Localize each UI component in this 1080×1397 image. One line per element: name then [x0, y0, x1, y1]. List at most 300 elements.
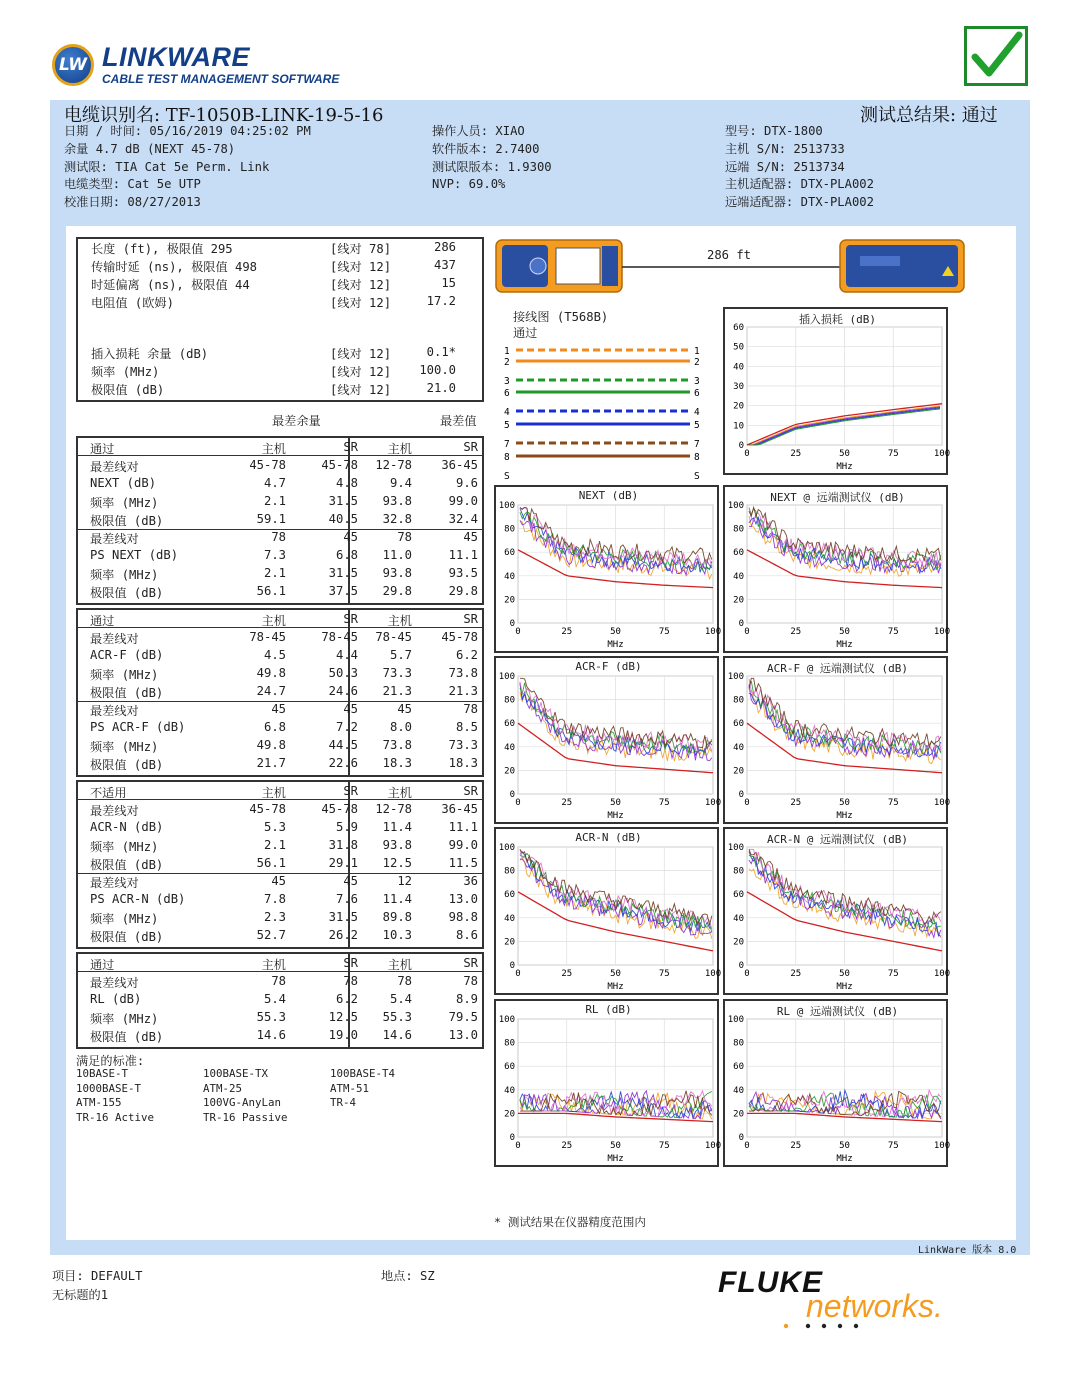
table-cell: 45 — [343, 702, 358, 716]
y-tick-label: 40 — [504, 571, 515, 582]
table-cell: 21.3 — [448, 684, 478, 698]
wiremap-pin-left: 3 — [504, 376, 510, 387]
header-line: 操作人员: XIAO — [432, 124, 525, 138]
summary-label: 电阻值 (欧姆) — [91, 296, 174, 310]
y-tick-label: 20 — [504, 1109, 515, 1120]
x-tick-label: 50 — [839, 969, 850, 979]
table-cell: 6.2 — [455, 648, 478, 662]
standard-item: 100BASE-T4 — [330, 1067, 396, 1080]
summary-pair: [线对 12] — [330, 383, 392, 397]
chart-plot — [725, 487, 951, 651]
worst-value-label: 最差值 — [440, 414, 477, 428]
table-row-label: 极限值 (dB) — [90, 858, 164, 872]
standard-item: ATM-51 — [330, 1081, 370, 1095]
chart-plot — [725, 1001, 951, 1165]
table-cell: 29.8 — [448, 584, 478, 598]
x-tick-label: 0 — [744, 449, 750, 459]
chart-5 — [494, 827, 722, 995]
x-axis-label: MHz — [607, 1154, 624, 1164]
table-header-cell: 通过 — [90, 442, 115, 456]
chart-plot — [496, 1001, 722, 1165]
summary-pair: [线对 12] — [330, 296, 392, 310]
table-row-label: 极限值 (dB) — [90, 514, 164, 528]
x-tick-label: 100 — [933, 627, 951, 637]
wiremap-pin-right: 5 — [694, 420, 700, 431]
table-header-cell: SR — [343, 440, 358, 454]
table-cell: 11.4 — [382, 892, 412, 906]
table-cell: 22.6 — [328, 756, 358, 770]
summary-pair: [线对 12] — [330, 260, 392, 274]
table-cell: 78 — [463, 702, 478, 716]
wiremap-status: 通过 — [513, 326, 538, 340]
x-tick-label: 50 — [610, 1141, 621, 1151]
y-tick-label: 0 — [738, 1133, 744, 1143]
table-cell: 93.8 — [382, 566, 412, 580]
table-row-label: 频率 (MHz) — [90, 840, 159, 854]
header-line: 日期 / 时间: 05/16/2019 04:25:02 PM — [64, 124, 311, 138]
result-table — [76, 436, 484, 605]
table-cell: 12.5 — [382, 856, 412, 870]
table-cell: 5.9 — [335, 820, 358, 834]
table-row-label: 最差线对 — [90, 632, 139, 646]
x-tick-label: 100 — [933, 449, 951, 459]
header-col-3 — [725, 123, 874, 212]
table-cell: 45 — [343, 530, 358, 544]
x-tick-label: 75 — [887, 969, 899, 979]
chart-plot — [725, 309, 951, 473]
y-tick-label: 50 — [733, 342, 744, 353]
table-cell: 18.3 — [382, 756, 412, 770]
table-row-label: RL (dB) — [90, 992, 142, 1006]
chart-title: RL @ 远端测试仪 (dB) — [776, 1005, 899, 1018]
table-cell: 21.3 — [382, 684, 412, 698]
table-cell: 13.0 — [448, 892, 478, 906]
table-cell: 8.9 — [455, 992, 478, 1006]
wiremap-pin-left: 7 — [504, 439, 510, 450]
chart-0 — [723, 307, 951, 475]
table-row-label: 最差线对 — [90, 976, 139, 990]
wiremap-pin-left: S — [504, 471, 510, 482]
cable-length: 286 ft — [707, 248, 752, 262]
table-header-cell: SR — [343, 612, 358, 626]
x-axis-label: MHz — [607, 640, 624, 650]
wiremap-pin-left: 2 — [504, 357, 510, 368]
x-tick-label: 25 — [790, 627, 802, 637]
table-cell: 12.5 — [328, 1010, 358, 1024]
table-cell: 45 — [271, 874, 286, 888]
location-label: 地点: SZ — [381, 1269, 435, 1283]
table-cell: 78-45 — [249, 630, 286, 644]
table-cell: 18.3 — [448, 756, 478, 770]
table-cell: 26.2 — [328, 928, 358, 942]
table-cell: 6.8 — [263, 720, 286, 734]
table-cell: 55.3 — [382, 1010, 412, 1024]
y-tick-label: 80 — [504, 866, 515, 877]
x-axis-label: MHz — [836, 640, 853, 650]
table-header-cell: 不适用 — [90, 786, 127, 800]
table-cell: 99.0 — [448, 494, 478, 508]
x-axis-label: MHz — [836, 1154, 853, 1164]
table-row-label: 最差线对 — [90, 876, 139, 890]
wiremap-title: 接线图 (T568B) — [513, 310, 609, 324]
table-header-cell: 主机 — [387, 442, 412, 456]
y-tick-label: 40 — [733, 1085, 744, 1096]
table-cell: 7.2 — [335, 720, 358, 734]
chart-title: 插入损耗 (dB) — [798, 313, 877, 326]
table-cell: 73.8 — [382, 738, 412, 752]
table-cell: 73.3 — [382, 666, 412, 680]
standard-item: 1000BASE-T — [76, 1081, 142, 1095]
table-cell: 32.8 — [382, 512, 412, 526]
y-tick-label: 80 — [504, 524, 515, 535]
report-title: 无标题的1 — [52, 1288, 109, 1302]
table-row-label: 最差线对 — [90, 460, 139, 474]
wiremap-pin-right: 7 — [694, 439, 700, 450]
chart-plot — [725, 658, 951, 822]
table-header-cell: 主机 — [387, 614, 412, 628]
table-row-label: 极限值 (dB) — [90, 758, 164, 772]
table-cell: 5.4 — [389, 992, 412, 1006]
x-tick-label: 25 — [790, 449, 802, 459]
table-row-label: 最差线对 — [90, 532, 139, 546]
y-tick-label: 60 — [733, 719, 744, 730]
table-row-label: 频率 (MHz) — [90, 740, 159, 754]
table-cell: 12-78 — [375, 458, 412, 472]
x-tick-label: 100 — [704, 1141, 722, 1151]
summary-label: 插入损耗 余量 (dB) — [91, 347, 209, 361]
table-cell: 31.8 — [328, 838, 358, 852]
y-tick-label: 0 — [738, 441, 744, 451]
chart-3 — [494, 656, 722, 824]
table-cell: 29.8 — [382, 584, 412, 598]
table-cell: 4.4 — [335, 648, 358, 662]
table-cell: 78 — [463, 974, 478, 988]
table-cell: 56.1 — [256, 584, 286, 598]
y-tick-label: 60 — [504, 719, 515, 730]
y-tick-label: 20 — [504, 595, 515, 606]
table-cell: 9.4 — [389, 476, 412, 490]
standard-item: TR-16 Active — [76, 1110, 155, 1124]
summary-value: 437 — [433, 258, 456, 272]
y-tick-label: 0 — [509, 619, 515, 629]
logo-dots-icon — [782, 1320, 862, 1332]
table-row-label: PS ACR-F (dB) — [90, 720, 186, 734]
table-row-label: 极限值 (dB) — [90, 1030, 164, 1044]
table-cell: 45-78 — [321, 802, 358, 816]
table-row-label: ACR-N (dB) — [90, 820, 164, 834]
table-cell: 36-45 — [441, 458, 478, 472]
y-tick-label: 0 — [509, 790, 515, 800]
y-tick-label: 60 — [504, 548, 515, 559]
chart-title: RL (dB) — [585, 1003, 632, 1016]
chart-plot — [496, 829, 722, 993]
x-tick-label: 50 — [839, 798, 850, 808]
standard-item: ATM-155 — [76, 1096, 122, 1109]
wiremap-pin-right: 6 — [694, 388, 700, 399]
chart-title: ACR-F @ 远端测试仪 (dB) — [766, 662, 909, 675]
x-tick-label: 0 — [515, 969, 521, 979]
wiremap-pin-left: 6 — [504, 388, 510, 399]
x-tick-label: 0 — [515, 798, 521, 808]
chart-title: ACR-N (dB) — [575, 831, 642, 844]
standards-title: 满足的标准: — [76, 1054, 145, 1068]
y-tick-label: 100 — [498, 843, 515, 853]
y-tick-label: 100 — [727, 843, 744, 853]
table-cell: 9.6 — [455, 476, 478, 490]
table-cell: 7.6 — [335, 892, 358, 906]
y-tick-label: 80 — [504, 1038, 515, 1049]
table-cell: 4.5 — [263, 648, 286, 662]
table-cell: 7.3 — [263, 548, 286, 562]
chart-6 — [723, 827, 951, 995]
logo-subtitle: CABLE TEST MANAGEMENT SOFTWARE — [102, 72, 340, 86]
wiremap-pin-left: 1 — [504, 346, 510, 357]
x-tick-label: 100 — [933, 798, 951, 808]
y-tick-label: 100 — [727, 501, 744, 511]
x-tick-label: 75 — [887, 798, 899, 808]
y-tick-label: 40 — [504, 1085, 515, 1096]
table-row-label: 最差线对 — [90, 704, 139, 718]
table-row-label: PS NEXT (dB) — [90, 548, 179, 562]
y-tick-label: 0 — [738, 790, 744, 800]
header-col-2 — [432, 123, 552, 194]
accuracy-note: * 测试结果在仪器精度范围内 — [494, 1215, 646, 1229]
table-row-label: PS ACR-N (dB) — [90, 892, 186, 906]
table-row-label: 极限值 (dB) — [90, 686, 164, 700]
result-table — [76, 780, 484, 949]
header-line: 测试限版本: 1.9300 — [432, 159, 552, 174]
table-header-cell: 通过 — [90, 614, 115, 628]
x-tick-label: 25 — [561, 627, 573, 637]
x-tick-label: 50 — [839, 449, 850, 459]
x-axis-label: MHz — [607, 811, 624, 821]
x-tick-label: 50 — [610, 969, 621, 979]
table-row-label: ACR-F (dB) — [90, 648, 164, 662]
x-tick-label: 75 — [658, 798, 670, 808]
table-header-cell: SR — [463, 784, 478, 798]
table-header-cell: 主机 — [261, 442, 286, 456]
pass-check-icon — [964, 26, 1028, 86]
y-tick-label: 60 — [504, 890, 515, 901]
table-cell: 7.8 — [263, 892, 286, 906]
chart-plot — [496, 487, 722, 651]
x-tick-label: 100 — [704, 798, 722, 808]
x-tick-label: 75 — [887, 449, 899, 459]
table-cell: 37.5 — [328, 584, 358, 598]
table-cell: 11.1 — [448, 820, 478, 834]
x-tick-label: 100 — [933, 969, 951, 979]
wiremap-pin-left: 4 — [504, 407, 510, 418]
table-cell: 36 — [463, 874, 478, 888]
header-line: 远端 S/N: 2513734 — [725, 159, 845, 174]
table-header-cell: SR — [463, 612, 478, 626]
table-cell: 45-78 — [321, 458, 358, 472]
x-tick-label: 100 — [704, 627, 722, 637]
table-header-cell: 通过 — [90, 958, 115, 972]
y-tick-label: 40 — [504, 913, 515, 924]
table-cell: 5.3 — [263, 820, 286, 834]
x-tick-label: 25 — [561, 969, 573, 979]
y-tick-label: 0 — [738, 961, 744, 971]
header-line: 主机适配器: DTX-PLA002 — [725, 177, 874, 192]
header-line: 型号: DTX-1800 — [725, 124, 823, 138]
wiremap-pin-right: 4 — [694, 407, 700, 418]
standard-item: 100BASE-TX — [203, 1067, 269, 1080]
y-tick-label: 0 — [509, 961, 515, 971]
table-header-cell: 主机 — [261, 786, 286, 800]
table-cell: 44.5 — [328, 738, 358, 752]
header-col-1 — [64, 123, 311, 212]
x-tick-label: 25 — [790, 969, 802, 979]
y-tick-label: 0 — [738, 619, 744, 629]
table-cell: 78 — [397, 530, 412, 544]
table-row-label: 频率 (MHz) — [90, 668, 159, 682]
y-tick-label: 0 — [509, 1133, 515, 1143]
y-tick-label: 20 — [733, 401, 744, 412]
table-cell: 45-78 — [441, 630, 478, 644]
table-cell: 79.5 — [448, 1010, 478, 1024]
chart-title: NEXT (dB) — [578, 489, 639, 502]
wiremap-pin-right: 2 — [694, 357, 700, 368]
table-cell: 78 — [343, 974, 358, 988]
x-tick-label: 0 — [744, 969, 750, 979]
summary-value: 0.1* — [426, 345, 456, 359]
y-tick-label: 60 — [733, 890, 744, 901]
y-tick-label: 80 — [733, 1038, 744, 1049]
summary-value: 100.0 — [419, 363, 456, 377]
summary-label: 频率 (MHz) — [91, 365, 160, 379]
table-cell: 31.5 — [328, 494, 358, 508]
header-line: 校准日期: 08/27/2013 — [64, 195, 201, 210]
table-cell: 73.8 — [448, 666, 478, 680]
table-header-cell: 主机 — [261, 958, 286, 972]
table-header-cell: SR — [463, 956, 478, 970]
header-line: NVP: 69.0% — [432, 177, 506, 192]
x-tick-label: 50 — [610, 627, 621, 637]
summary-value: 17.2 — [426, 294, 456, 308]
x-axis-label: MHz — [836, 811, 853, 821]
table-cell: 45 — [463, 530, 478, 544]
table-cell: 8.0 — [389, 720, 412, 734]
table-cell: 10.3 — [382, 928, 412, 942]
x-axis-label: MHz — [836, 982, 853, 992]
x-tick-label: 25 — [561, 798, 573, 808]
table-cell: 89.8 — [382, 910, 412, 924]
y-tick-label: 20 — [733, 766, 744, 777]
chart-title: ACR-F (dB) — [575, 660, 642, 673]
summary-label: 传输时延 (ns), 极限值 498 — [91, 260, 258, 274]
standard-item: 100VG-AnyLan — [203, 1096, 282, 1109]
chart-7 — [494, 999, 722, 1167]
x-tick-label: 50 — [839, 1141, 850, 1151]
table-cell: 78-45 — [375, 630, 412, 644]
table-cell: 11.1 — [448, 548, 478, 562]
linkware-logo-icon: LW — [52, 44, 94, 86]
x-tick-label: 50 — [839, 627, 850, 637]
table-cell: 45 — [271, 702, 286, 716]
summary-label: 时延偏离 (ns), 极限值 44 — [91, 278, 250, 292]
tester-devices — [494, 236, 969, 296]
summary-pair: [线对 12] — [330, 365, 392, 379]
y-tick-label: 60 — [733, 323, 744, 333]
table-cell: 2.1 — [263, 838, 286, 852]
summary-label: 极限值 (dB) — [91, 383, 165, 397]
summary-label: 长度 (ft), 极限值 295 — [91, 242, 233, 256]
y-tick-label: 80 — [504, 695, 515, 706]
table-header-cell: 主机 — [387, 786, 412, 800]
standard-item: 10BASE-T — [76, 1067, 129, 1080]
wiremap-pin-left: 8 — [504, 452, 510, 463]
table-cell: 4.8 — [335, 476, 358, 490]
y-tick-label: 80 — [733, 524, 744, 535]
chart-1 — [494, 485, 722, 653]
table-cell: 6.8 — [335, 548, 358, 562]
summary-pair: [线对 78] — [330, 242, 392, 256]
networks-logo: networks. — [806, 1288, 943, 1324]
x-tick-label: 0 — [744, 798, 750, 808]
wiremap-diagram — [498, 340, 708, 482]
chart-title: NEXT @ 远端测试仪 (dB) — [770, 491, 905, 504]
x-tick-label: 75 — [658, 627, 670, 637]
summary-pair: [线对 12] — [330, 347, 392, 361]
table-cell: 93.5 — [448, 566, 478, 580]
table-row-label: 频率 (MHz) — [90, 568, 159, 582]
x-tick-label: 0 — [515, 627, 521, 637]
table-row-label: 极限值 (dB) — [90, 930, 164, 944]
y-tick-label: 40 — [504, 742, 515, 753]
result-table — [76, 952, 484, 1049]
x-axis-label: MHz — [836, 462, 853, 472]
table-cell: 49.8 — [256, 666, 286, 680]
table-cell: 31.5 — [328, 910, 358, 924]
table-cell: 78 — [271, 974, 286, 988]
worst-margin-label: 最差余量 — [272, 414, 321, 428]
table-cell: 59.1 — [256, 512, 286, 526]
overall-result: 测试总结果: 通过 — [860, 105, 998, 126]
y-tick-label: 20 — [504, 937, 515, 948]
table-cell: 5.7 — [389, 648, 412, 662]
y-tick-label: 100 — [498, 1015, 515, 1025]
summary-value: 286 — [433, 240, 456, 254]
header-line: 远端适配器: DTX-PLA002 — [725, 195, 874, 210]
table-cell: 19.0 — [328, 1028, 358, 1042]
y-tick-label: 100 — [727, 1015, 744, 1025]
x-tick-label: 0 — [744, 1141, 750, 1151]
table-cell: 4.7 — [263, 476, 286, 490]
table-cell: 21.7 — [256, 756, 286, 770]
x-tick-label: 75 — [658, 1141, 670, 1151]
wiremap-pin-left: 5 — [504, 420, 510, 431]
table-cell: 8.5 — [455, 720, 478, 734]
y-tick-label: 80 — [733, 695, 744, 706]
y-tick-label: 20 — [504, 766, 515, 777]
chart-8 — [723, 999, 951, 1167]
table-row-label: 频率 (MHz) — [90, 912, 159, 926]
chart-plot — [725, 829, 951, 993]
logo-title: LINKWARE — [102, 42, 250, 72]
y-tick-label: 20 — [733, 1109, 744, 1120]
table-row-label: 频率 (MHz) — [90, 1012, 159, 1026]
table-header-cell: 主机 — [387, 958, 412, 972]
wiremap-pin-right: 3 — [694, 376, 700, 387]
standard-item: TR-4 — [330, 1096, 357, 1109]
summary-value: 21.0 — [426, 381, 456, 395]
table-cell: 12-78 — [375, 802, 412, 816]
table-header-cell: 主机 — [261, 614, 286, 628]
table-cell: 31.5 — [328, 566, 358, 580]
chart-title: ACR-N @ 远端测试仪 (dB) — [766, 833, 909, 846]
x-tick-label: 75 — [887, 627, 899, 637]
